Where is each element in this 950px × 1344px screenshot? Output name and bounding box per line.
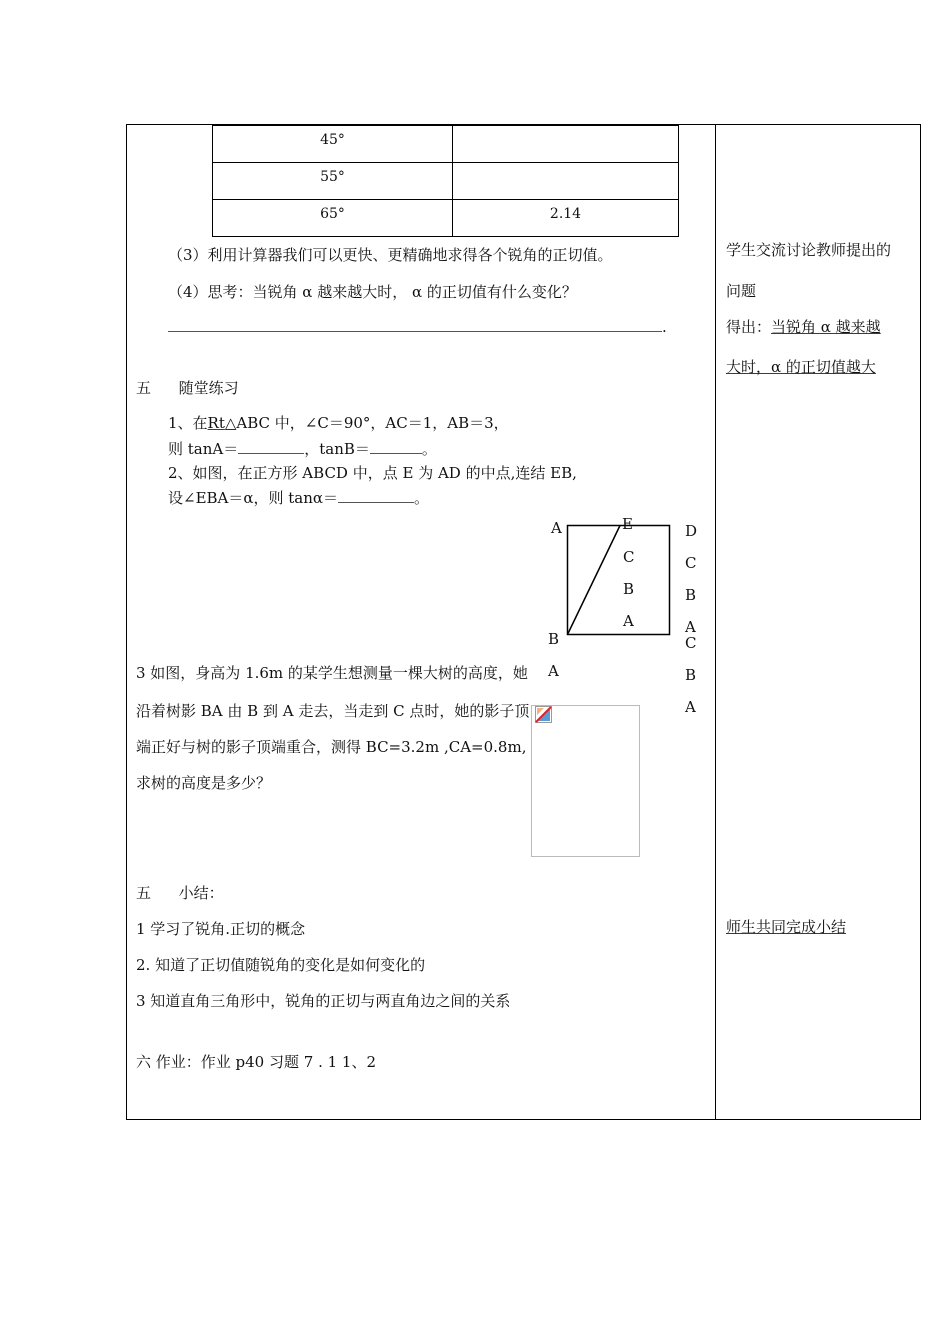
item-3-text: （3）利用计算器我们可以更快、更精确地求得各个锐角的正切值。 (168, 246, 613, 264)
label-right: B (685, 586, 697, 604)
side-note-line-4: 大时，α 的正切值越大 (726, 358, 876, 376)
section-number: 五 (136, 884, 152, 902)
question-3-line-2: 沿着树影 BA 由 B 到 A 走去，当走到 C 点时，她的影子顶 (136, 702, 530, 720)
label-below-b: A (548, 662, 559, 680)
label-mid-c: C (623, 548, 635, 566)
label-d: D (685, 522, 698, 540)
side-note-line-3: 得出：当锐角 α 越来越 (726, 318, 881, 336)
summary-point-2: 2. 知道了正切值随锐角的变化是如何变化的 (136, 956, 426, 974)
square-abcd-figure (560, 520, 680, 640)
label-e: E (622, 515, 633, 533)
broken-image-icon (535, 706, 552, 723)
rt-term: Rt (207, 414, 225, 432)
side-note-line-1: 学生交流讨论教师提出的 (726, 241, 892, 259)
label-right: A (685, 698, 696, 716)
section-title: 随堂练习 (178, 379, 239, 397)
question-2-line-1: 2、如图，在正方形 ABCD 中，点 E 为 AD 的中点,连结 EB, (168, 464, 577, 482)
question-1-line-2: 则 tanA＝ ，tanB＝ 。 (168, 440, 437, 458)
table-row (213, 126, 679, 163)
homework-line: 六 作业：作业 p40 习题 7 . 1 1、2 (136, 1053, 377, 1071)
table-row (213, 163, 679, 200)
question-3-line-4: 求树的高度是多少？ (136, 774, 272, 792)
side-note-line-2: 问题 (726, 282, 757, 300)
blank-tanB (370, 441, 422, 454)
summary-point-1: 1 学习了锐角.正切的概念 (136, 920, 306, 938)
section-number: 五 (136, 379, 152, 397)
tan-cell (453, 163, 679, 200)
blank-tan-alpha (338, 490, 414, 503)
label-b: B (548, 630, 560, 648)
answer-line-end: . (662, 318, 667, 336)
item-4-text: （4）思考：当锐角 α 越来越大时， α 的正切值有什么变化？ (168, 283, 577, 301)
question-3-line-3: 端正好与树的影子顶端重合，测得 BC=3.2m ,CA=0.8m, (136, 738, 527, 756)
label-mid-a: A (623, 612, 634, 630)
image-placeholder (531, 705, 640, 857)
label-a-top: A (551, 519, 562, 537)
question-3-line-1: 3 如图，身高为 1.6m 的某学生想测量一棵大树的高度，她 (136, 664, 528, 682)
summary-point-3: 3 知道直角三角形中，锐角的正切与两直角边之间的关系 (136, 992, 511, 1010)
answer-line (168, 318, 667, 336)
label-mid-b: B (623, 580, 635, 598)
tan-cell: 2.14 (453, 200, 679, 237)
side-note-summary: 师生共同完成小结 (726, 918, 847, 936)
label-right: A (685, 618, 696, 636)
column-divider (715, 124, 716, 1120)
practice-heading (136, 377, 239, 398)
angle-cell: 65° (213, 200, 453, 237)
section-title: 小结： (178, 884, 224, 902)
table-row (213, 200, 679, 237)
tan-cell (453, 126, 679, 163)
label-right: B (685, 666, 697, 684)
summary-heading (136, 882, 224, 903)
angle-cell: 55° (213, 163, 453, 200)
angle-cell: 45° (213, 126, 453, 163)
blank-tanA (238, 441, 304, 454)
question-2-line-2: 设∠EBA＝α，则 tanα＝ 。 (168, 489, 430, 507)
label-right: C (685, 634, 697, 652)
label-right: C (685, 554, 697, 572)
question-1-line-1: 1、在Rt△ABC 中，∠C＝90°，AC＝1，AB＝3， (168, 414, 509, 432)
angle-tangent-table (212, 125, 679, 237)
